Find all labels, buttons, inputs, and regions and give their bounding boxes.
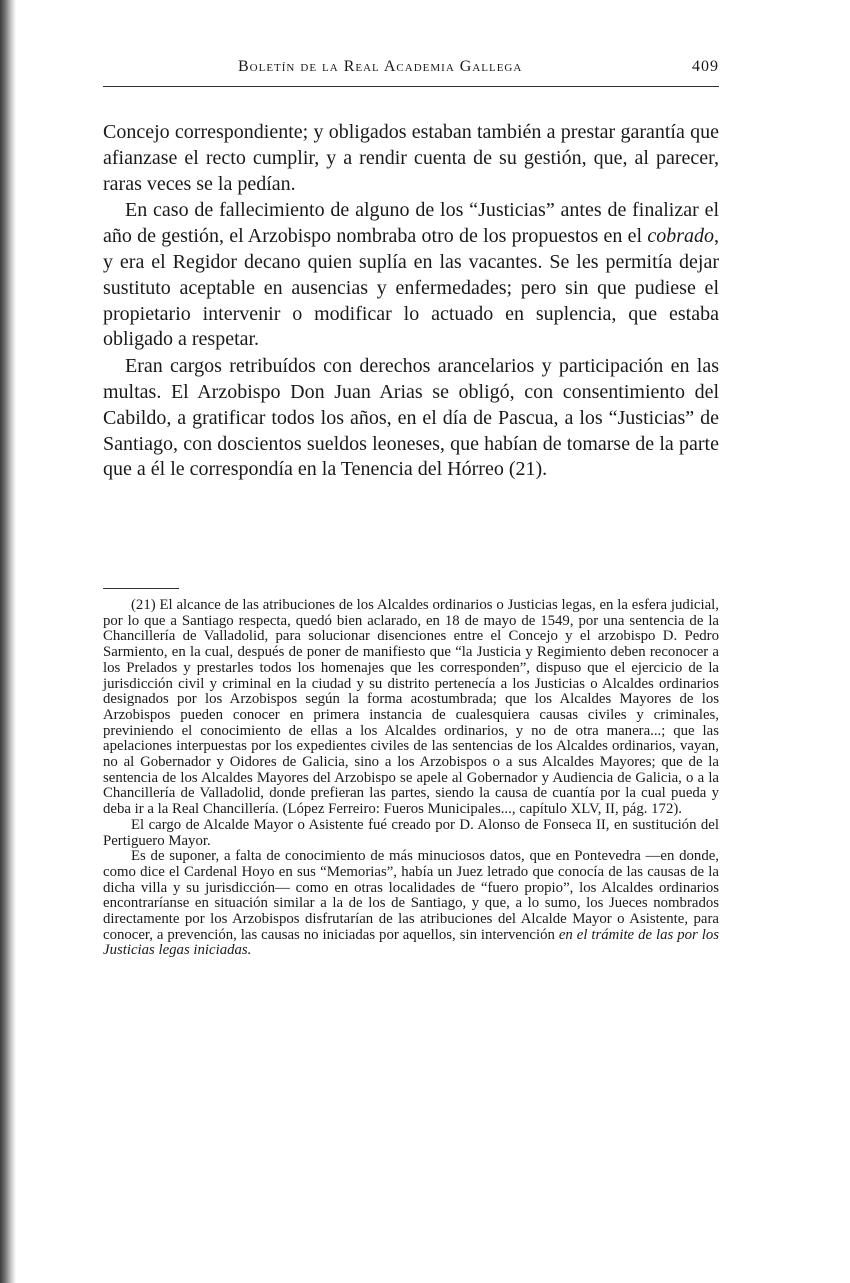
footnote-21: (21) El alcance de las atribuciones de los Alcaldes ordinarios o Justicias legas, en la esfera judicial, por lo que a Santiago respecta, quedó bien aclarado, en 18 de mayo de 1549, por una sentencia de la Chancillería de Valladolid, para solucionar disenciones entre el Concejo y el arzobispo D. Pedro Sarmiento, en la cual, después de poner de manifiesto que “la Justicia y Regimiento deben reconocer a los Prelados y prestarles todos los homenajes que les corresponden”, dispuso que el ejercicio de la jurisdicción civil y criminal en la ciudad y su distrito pertenecía a los Justicias o Alcaldes ordinarios designados por los Arzobispos según la forma acostumbrada; que los Alcaldes Mayores de los Arzobispos pueden conocer en primera instancia de cualesquiera causas civiles y criminales, previniendo el conocimiento de ellas a los Alcaldes ordinarios, y no de otra manera...; que las apelaciones interpuestas por los expedientes civiles de las sentencias de los Alcaldes ordinarios, vayan, no al Gobernador y Oidores de Galicia, sino a los Arzobispos o a sus Alcaldes Mayores; que de la sentencia de los Alcaldes Mayores del Arzobispo se apele al Gobernador y Audiencia de Galicia, o a la Chancillería de Valladolid, donde prefieran las partes, siendo la causa de cuantía por la cual pueda y deba ir a la Real Chancillería. (López Ferreiro: Fueros Municipales..., capítulo XLV, II, pág. 172). [103,597,719,818]
footnote-21-alcalde-mayor: El cargo de Alcalde Mayor o Asistente fué creado por D. Alonso de Fonseca II, en sustitución del Pertiguero Mayor. [103,816,719,849]
paragraph-2-end: , y era el Regidor decano quien suplía en las vacantes. Se les permitía dejar sustituto aceptable en ausencias y enfermedades; pero sin que pudiese el propietario intervenir o modificar lo actuado en suplencia, que estaba obligado a respetar. [103,225,719,351]
journal-title: Boletín de la Real Academia Gallega [238,58,523,75]
footnote-pontevedra-italic: en el trámite de las por los Justicias legas iniciadas. [103,926,719,959]
paragraph-2-italic: cobrado [647,225,714,248]
running-header [103,58,719,82]
footnotes [103,598,719,959]
footnote-pontevedra-start: Es de suponer, a falta de conocimiento de más minuciosos datos, que en Pontevedra —en donde, como dice el Cardenal Hoyo en sus “Memorias”, había un Juez letrado que conocía de las causas de la dicha villa y su jurisdicción— como en otras localidades de “fuero propio”, los Alcaldes ordinarios encontraríanse en situación similar a la de los de Santiago, y que, a lo sumo, los Jueces nombrados directamente por los Arzobispos disfrutarían de las atribuciones del Alcalde Mayor o Asistente, para conocer, a prevención, las causas no iniciadas por aquellos, sin intervención [103,848,719,943]
header-rule [103,86,719,87]
paragraph-2 [103,198,719,353]
main-text [103,120,719,484]
footnote-rule [103,588,179,589]
scan-edge-shadow [0,0,16,1283]
footnote-21-pontevedra [103,849,719,959]
page-number: 409 [692,58,719,75]
paragraph-3: Eran cargos retribuídos con derechos arancelarios y participación en las multas. El Arzobispo Don Juan Arias se obligó, con consentimiento del Cabildo, a gratificar todos los años, en el día de Pascua, a los “Justicias” de Santiago, con doscientos sueldos leoneses, que habían de tomarse de la parte que a él le correspondía en la Tenencia del Hórreo (21). [103,355,719,481]
paragraph-1: Concejo correspondiente; y obligados estaban también a prestar garantía que afianzase el recto cumplir, y a rendir cuenta de su gestión, que, al parecer, raras veces se la pedían. [103,121,719,195]
paragraph-2-start: En caso de fallecimiento de alguno de los “Justicias” antes de finalizar el año de gestión, el Arzobispo nombraba otro de los propuestos en el [103,199,719,248]
